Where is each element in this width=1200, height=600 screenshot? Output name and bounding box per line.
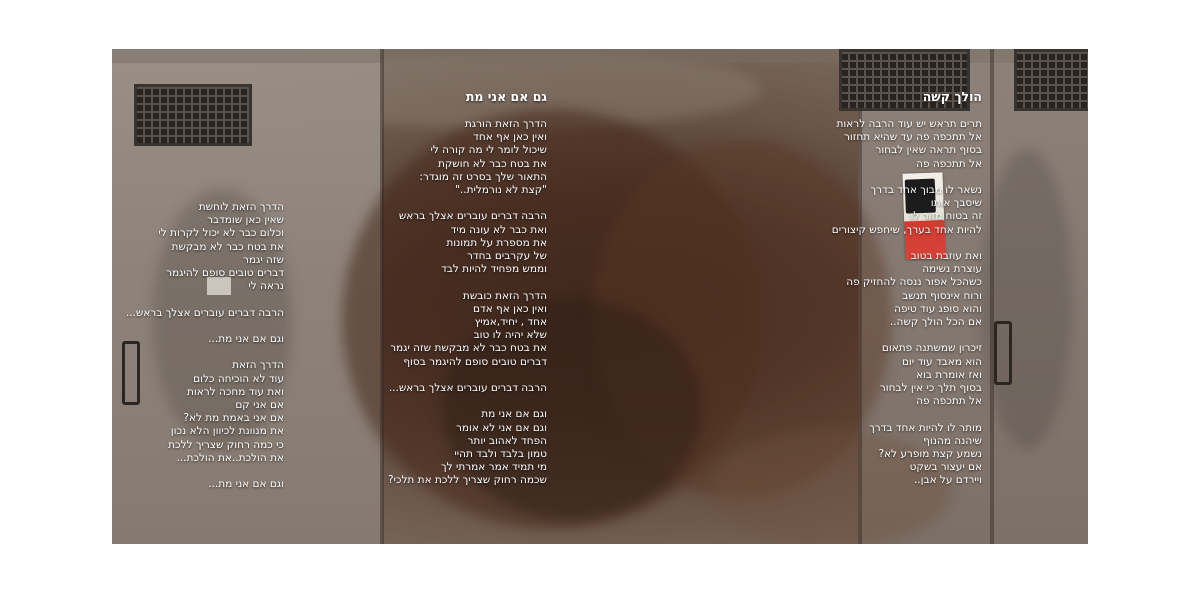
poem-body [367,118,547,488]
poem-line: כי כמה רחוק שצריך ללכת [168,438,284,451]
poem-line: ואת עוד מחכה לראות [186,385,284,398]
poem-line: הרבה דברים עוברים אצלך בראש... [388,382,547,395]
poem-line: ורוח אינסוף תנשב [902,289,982,302]
poem-line: אל תתכפה פה [916,157,982,170]
stanza-break [367,369,547,382]
stanza-break [367,395,547,408]
graffiti-smudge [982,149,1072,449]
poem-line: הדרך הזאת הורגת [464,118,547,130]
poem-line: אחד , יחיד,אמיץ [474,316,547,329]
poem-line: הוא מאבד עוד יום [901,355,982,368]
poem-line: שיכול לומר לי מה קורה לי [430,144,547,157]
poem-line: דברים טובים סופם להיגמר בסוף [403,355,547,368]
poem-line: של עקרבים בחדר [466,250,547,263]
stanza-break [367,276,547,289]
stanza-break [717,171,982,184]
poem-line: הדרך הזאת לוחשת [198,201,284,213]
rusty-wall-background [112,49,1088,544]
poem-line: עוצרת נשימה [922,263,982,276]
poem-gam-im-ani-met [367,89,547,488]
poem-line: זיכרון שמשתנה פתאום [881,342,982,355]
poem-line: הרבה דברים עוברים אצלך בראש... [125,306,284,319]
poem-line: וגם אם אני מת... [208,478,284,491]
poem-body [125,201,284,491]
poem-line: בסוף תלך כי אין לבחור [879,382,982,395]
poem-line: תרים תראש יש עוד הרבה לראות [836,118,982,130]
poem-line: כשהכל אפור ננסה להחזיק פה [846,276,982,289]
panel-seam [990,49,994,544]
poem-line: את הולכת..את הולכת... [176,451,284,464]
poem-line: אם הכל הולך קשה.. [889,316,982,329]
poem-line: אם יעצור בשקט [909,461,982,474]
poem-line: שיהנה מהנוף [923,434,982,447]
poem-holech-kashe [717,89,982,488]
poem-line: את בטח כבר לא מבקשת שזה יגמר [390,342,547,355]
poem-line: עוד לא הוכיחה כלום [193,372,284,385]
poem-line: הפחד לאהוב יותר [467,434,547,447]
poem-line: דברים טובים סופם להיגמר [166,267,284,280]
poem-body [717,118,982,488]
poem-line: ואת עוזבת בטוב [910,250,982,262]
poem-line: את בטח כבר לא חושקת [437,157,547,170]
poem-line: ואין כאן אף אחד [473,131,547,144]
poem-line: אל תתכפה פה [916,395,982,408]
poem-line: וגם אם אני מת... [208,333,284,345]
poem-line: אם אני באמת מת לא? [183,412,284,425]
poem-line: ואת כבר לא עונה מיד [450,223,547,236]
stanza-break [132,293,284,306]
poem-line: את מנוונת לכיוון הלא נכון [170,425,284,438]
poem-title: הולך קשה [922,89,982,104]
poem-line: בסוף תראה שאין לבחור [875,144,982,157]
poem-line: נראה לי [248,280,284,293]
poem-line: ואז אומרת בוא [916,368,982,381]
stanza-break [132,465,284,478]
stanza-break [132,346,284,359]
poem-title: גם אם אני מת [465,89,547,104]
poem-line: ויירדם על אבן.. [913,474,982,487]
poem-line: שאין כאן שומדבר [207,214,284,227]
poem-line: התאור שלך בסרט זה מוגדר: [419,170,547,183]
poem-line: ואין כאן אף אדם [473,302,547,315]
poem-line: שזה יגמר [242,253,284,266]
poem-line: הדרך הזאת [232,359,284,372]
poem-line: שיסבך אותו [930,197,982,210]
poem-line: שכמה רחוק שצריך ללכת את תלכי? [387,474,547,487]
stanza-break [717,408,982,421]
poem-line: "קצת לא נורמלית.." [455,184,547,197]
stanza-break [367,197,547,210]
stanza-break [132,320,284,333]
poem-line: להיות אחד בערך, שיחפש קיצורים [831,223,982,236]
vent-grille [1014,49,1088,111]
poem-continuation [125,201,284,491]
poem-line: אל תתכפה פה עד שהיא תחזור [843,131,982,144]
poem-line: הדרך הזאת כובשת [462,289,547,302]
door-handle-icon [994,321,1012,385]
poem-line: זה בטוח מזור לו [910,210,982,223]
poem-line: וגם אם אני לא אומר [456,421,547,434]
poem-line: וממש מפחיד להיות לבד [441,263,547,276]
poem-line: וכלום כבר לא יכול לקרות לי [158,227,284,240]
stanza-break [717,329,982,342]
poem-line: שלא יהיה לו טוב [473,329,547,342]
poem-line: וגם אם אני מת [481,408,547,421]
poem-line: הרבה דברים עוברים אצלך בראש [398,210,547,223]
poem-line: אם אני קם [235,399,284,411]
poem-line: את בטח כבר לא מבקשת [171,240,284,253]
poem-line: טמון בלבד ולבד תהיי [454,448,547,461]
poem-line: והוא סופג עוד טיפה [894,302,982,315]
poem-line: נשמע קצת מופרע לא? [878,448,982,461]
vent-grille [134,84,252,146]
poem-line: מי תמיד אמר אמרתי לך [441,461,547,474]
poem-line: את מספרת על תמונות [446,236,547,249]
stanza-break [717,237,982,250]
poem-line: מותר לו להיות אחד בדרך [869,421,982,434]
poem-line: נשאר לו מבוך אחד בדרך [870,184,982,196]
